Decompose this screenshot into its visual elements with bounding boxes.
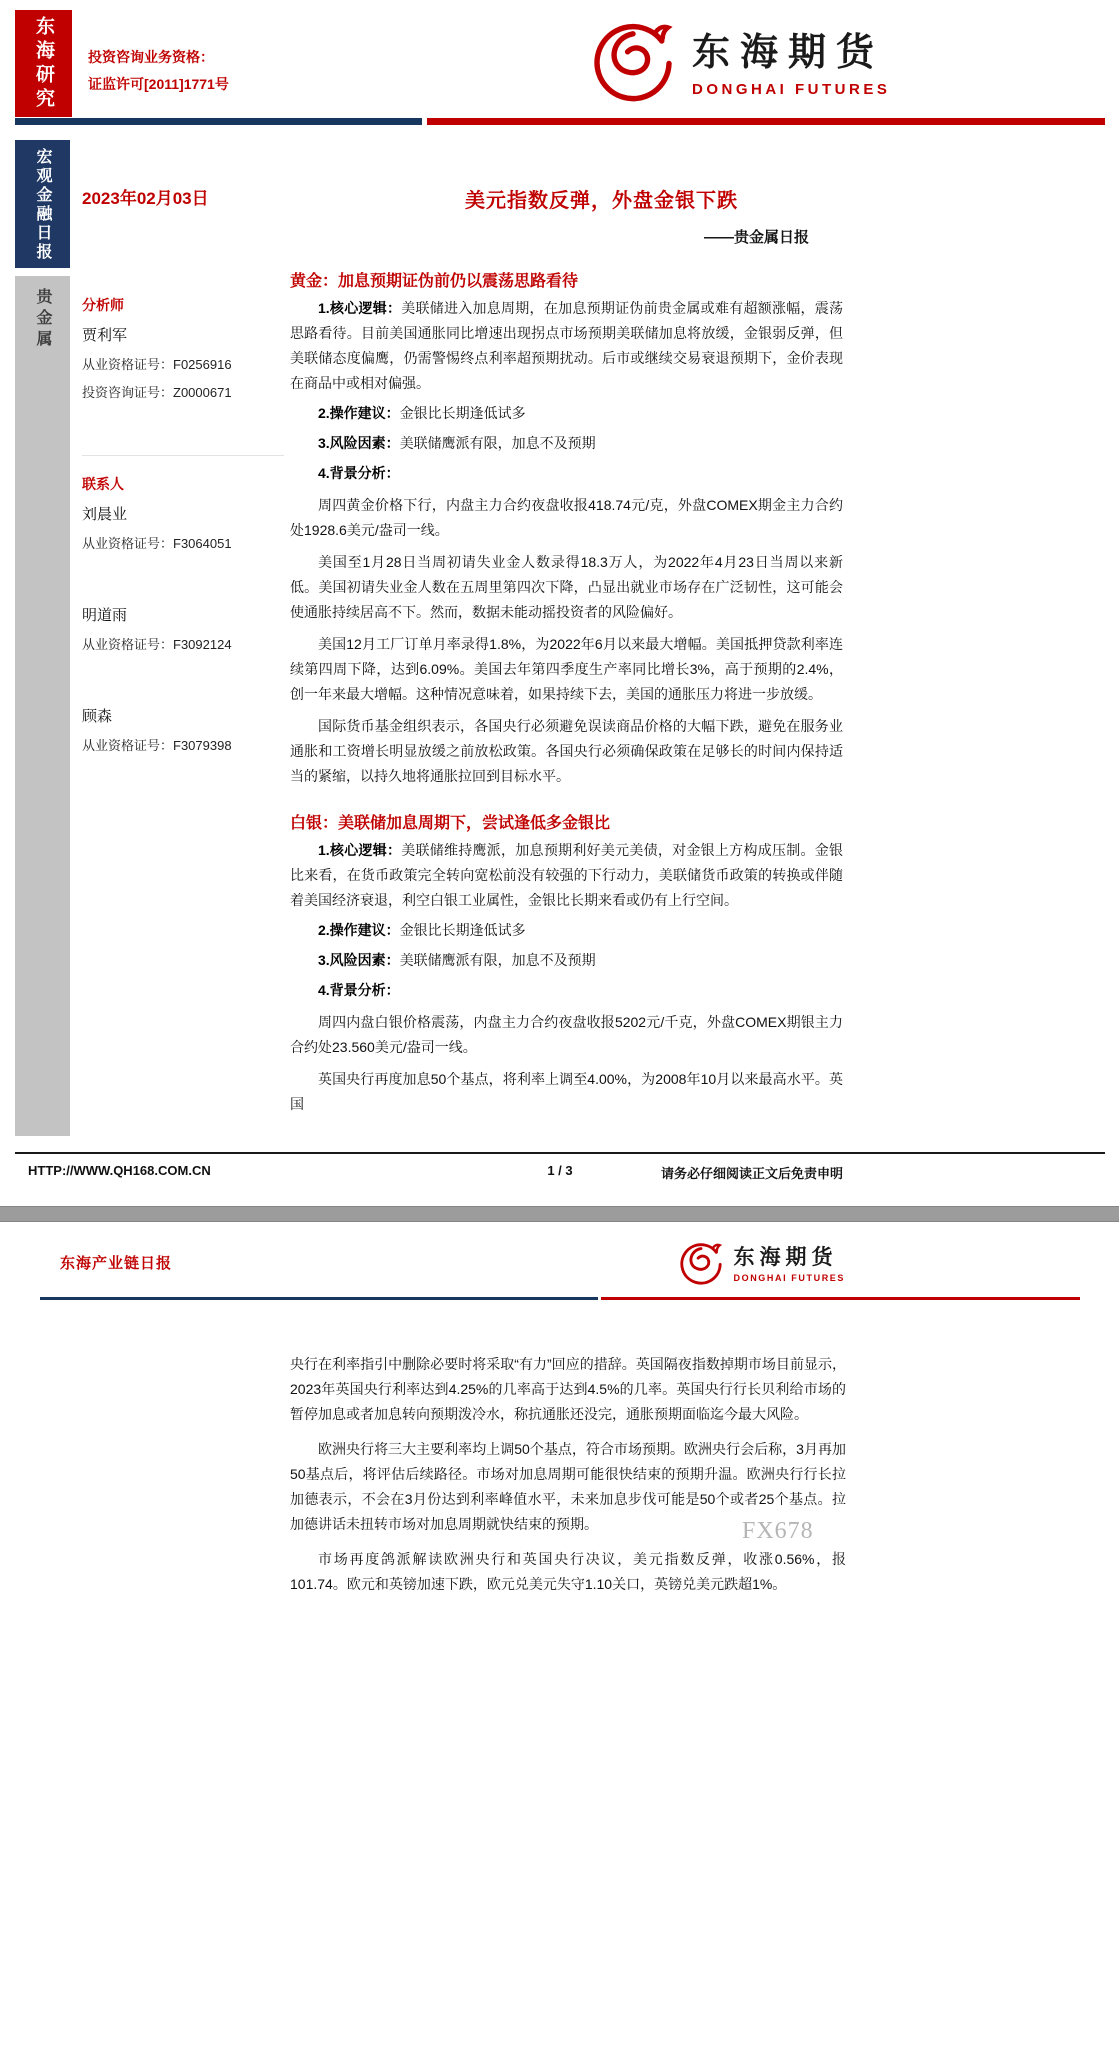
page2-body — [290, 1342, 846, 1597]
item-text: 美联储进入加息周期，在加息预期证伪前贵金属或难有超额涨幅，震荡思路看待。目前美国通胀同比增速出现拐点市场预期美联储加息将放缓，金银弱反弹，但美联储态度偏鹰，仍需警惕终点利率超预期扰动。后市或继续交易衰退预期下，金价表现在商品中或相对偏强。 — [290, 300, 843, 391]
page-2 — [0, 1222, 1119, 2063]
gold-paragraph: 周四黄金价格下行，内盘主力合约夜盘收报418.74元/克，外盘COMEX期金主力合约处1928.6美元/盎司一线。 — [290, 497, 843, 538]
contact-section-label: 联系人 — [82, 476, 124, 492]
item-text: 金银比长期逢低试多 — [399, 922, 526, 938]
analyst-cert-2: 投资咨询证号：Z0000671 — [82, 385, 232, 400]
page-number: 1 / 3 — [547, 1163, 573, 1178]
page2-header-title: 东海产业链日报 — [60, 1255, 173, 1272]
gold-section-heading: 黄金：加息预期证伪前仍以震荡思路看待 — [290, 273, 579, 290]
fx678-watermark: FX678 — [742, 1518, 814, 1544]
item-text: 美联储维持鹰派，加息预期利好美元美债，对金银上方构成压制。金银比来看，在货币政策完全转向宽松前没有较强的下行动力，美联储货币政策的转换或伴随着美国经济衰退，利空白银工业属性，金银比长期来看或仍有上行空间。 — [290, 842, 843, 908]
item-label: 3.风险因素： — [318, 435, 400, 451]
header-divider-blue — [15, 118, 422, 125]
item-label: 1.核心逻辑： — [318, 300, 402, 316]
silver-paragraph: 周四内盘白银价格震荡，内盘主力合约夜盘收报5202元/千克，外盘COMEX期银主力合约处23.560美元/盎司一线。 — [290, 1014, 843, 1055]
panel-divider — [82, 455, 284, 456]
analyst-panel — [82, 184, 284, 754]
page-separator — [0, 1206, 1119, 1222]
silver-paragraph: 英国央行再度加息50个基点，将利率上调至4.00%，为2008年10月以来最高水平。英国 — [290, 1071, 843, 1112]
contact-name: 明道雨 — [82, 607, 128, 624]
brand-sidebar-box — [15, 10, 72, 117]
page2-paragraph: 央行在利率指引中删除必要时将采取“有力”回应的措辞。英国隔夜指数掉期市场目前显示，2023年英国央行利率达到4.25%的几率高于达到4.5%的几率。英国央行行长贝利给市场的暂停加息或者加息转向预期泼冷水，称抗通胀还没完，通胀预期面临迄今最大风险。 — [290, 1356, 846, 1422]
item-text: 美联储鹰派有限，加息不及预期 — [399, 435, 596, 451]
silver-advice — [290, 918, 843, 943]
company-logo-small — [677, 1238, 846, 1286]
report-type-label: 宏观金融日报 — [34, 148, 51, 262]
contact-name: 刘晨业 — [82, 506, 128, 523]
gold-paragraph: 美国至1月28日当周初请失业金人数录得18.3万人，为2022年4月23日当周以来新低。美国初请失业金人数在五周里第四次下降，凸显出就业市场存在广泛韧性，这可能会使通胀持续居高不下。然而，数据未能动摇投资者的风险偏好。 — [290, 554, 843, 620]
report-date: 2023年02月03日 — [82, 189, 209, 208]
silver-core-logic — [290, 838, 843, 913]
analyst-name: 贾利军 — [82, 327, 128, 344]
footer-divider — [15, 1152, 1105, 1154]
contact-cert: 从业资格证号：F3092124 — [82, 637, 232, 652]
logo-name-en: DONGHAI FUTURES — [733, 1273, 845, 1283]
disclaimer-notice: 请务必仔细阅读正文后免责申明 — [660, 1166, 843, 1181]
page2-divider-blue — [40, 1297, 598, 1300]
qualification-line-2: 证监许可[2011]1771号 — [88, 76, 229, 92]
gold-background-label — [290, 461, 843, 486]
report-body — [290, 184, 843, 1117]
gold-risk — [290, 431, 843, 456]
contact-cert: 从业资格证号：F3079398 — [82, 738, 232, 753]
report-subtitle: ——贵金属日报 — [703, 229, 809, 246]
company-logo — [588, 14, 890, 104]
page2-paragraph: 市场再度鸽派解读欧洲央行和英国央行决议，美元指数反弹，收涨0.56%，报101.74。欧元和英镑加速下跌，欧元兑美元失守1.10关口，英镑兑美元跌超1%。 — [290, 1551, 846, 1592]
item-label: 2.操作建议： — [318, 922, 400, 938]
gold-paragraph: 国际货币基金组织表示，各国央行必须避免误读商品价格的大幅下跌，避免在服务业通胀和工资增长明显放缓之前放松政策。各国央行必须确保政策在足够长的时间内保持适当的紧缩，以持久地将通胀拉回到目标水平。 — [290, 718, 843, 784]
page2-paragraph: 欧洲央行将三大主要利率均上调50个基点，符合市场预期。欧洲央行会后称，3月再加50基点后，将评估后续路径。市场对加息周期可能很快结束的预期升温。欧洲央行行长拉加德表示，不会在3月份达到利率峰值水平，未来加息步伐可能是50个或者25个基点。拉加德讲话未扭转市场对加息周期就快结束的预期。 — [290, 1441, 846, 1532]
item-text: 美联储鹰派有限，加息不及预期 — [399, 952, 596, 968]
gold-core-logic — [290, 296, 843, 396]
qualification-line-1: 投资咨询业务资格： — [88, 49, 214, 65]
page-footer — [15, 1163, 1105, 1183]
item-label: 4.背景分析： — [318, 465, 400, 481]
dragon-logo-icon — [677, 1238, 725, 1286]
item-label: 4.背景分析： — [318, 982, 400, 998]
analyst-section-label: 分析师 — [82, 297, 124, 313]
footer-url: HTTP://WWW.QH168.COM.CN — [28, 1163, 211, 1178]
silver-background-label — [290, 978, 843, 1003]
silver-section-heading: 白银：美联储加息周期下，尝试逢低多金银比 — [290, 815, 611, 832]
brand-vertical-label: 东海研究 — [33, 15, 54, 112]
page2-divider-red — [601, 1297, 1080, 1300]
contact-cert: 从业资格证号：F3064051 — [82, 536, 232, 551]
item-text: 金银比长期逢低试多 — [399, 405, 526, 421]
report-type-box — [15, 140, 70, 268]
contact-name: 顾森 — [82, 708, 113, 725]
logo-name-en: DONGHAI FUTURES — [692, 80, 891, 98]
category-label: 贵金属 — [34, 288, 51, 351]
gold-advice — [290, 401, 843, 426]
silver-risk — [290, 948, 843, 973]
item-label: 3.风险因素： — [318, 952, 400, 968]
report-title: 美元指数反弹，外盘金银下跌 — [465, 190, 738, 212]
item-label: 1.核心逻辑： — [318, 842, 402, 858]
item-label: 2.操作建议： — [318, 405, 400, 421]
logo-text — [692, 21, 890, 98]
logo-name-cn: 东海期货 — [733, 1245, 838, 1269]
logo-name-cn: 东海期货 — [692, 31, 885, 74]
header-divider-red — [427, 118, 1105, 125]
gold-paragraph: 美国12月工厂订单月率录得1.8%，为2022年6月以来最大增幅。美国抵押贷款利率连续第四周下降，达到6.09%。美国去年第四季度生产率同比增长3%，高于预期的2.4%，创一年来最大增幅。这种情况意味着，如果持续下去，美国的通胀压力将进一步放缓。 — [290, 636, 843, 702]
qualification-text — [88, 44, 229, 98]
category-strip — [15, 276, 70, 1136]
analyst-cert-1: 从业资格证号：F0256916 — [82, 357, 232, 372]
dragon-logo-icon — [588, 14, 678, 104]
logo-text — [734, 1241, 846, 1283]
